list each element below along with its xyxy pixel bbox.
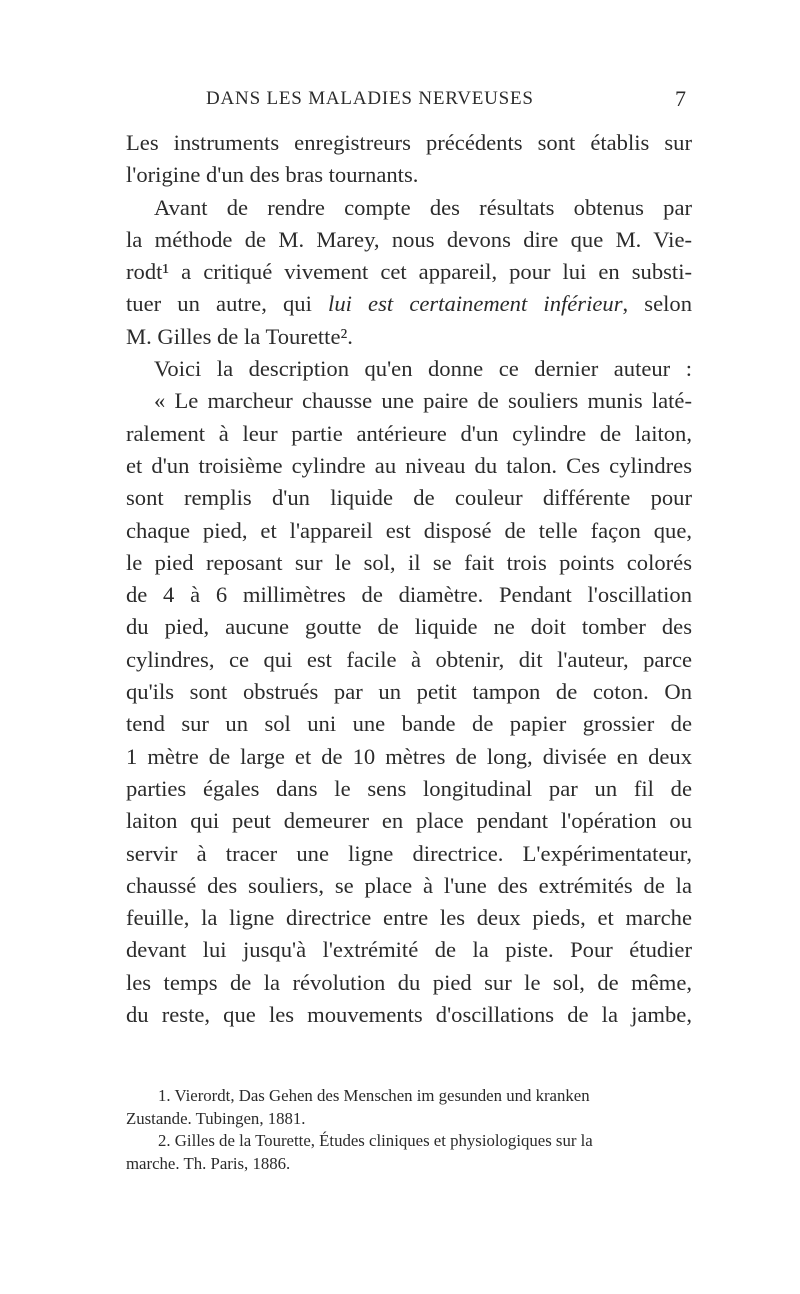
text-line: feuille, la ligne directrice entre les deux pieds, et marche — [126, 905, 692, 931]
page-number: 7 — [675, 86, 686, 111]
text-line: chaussé des souliers, se place à l'une des extrémités de la — [126, 872, 692, 898]
emphasis: lui est certainement inférieur — [328, 291, 623, 317]
text-line: 1 mètre de large et de 10 mètres de long, divisée en deux — [126, 743, 692, 769]
footnote-1-line-2: Zustande. Tubingen, 1881. — [126, 1108, 306, 1128]
main-text — [126, 127, 692, 1031]
footnote-1-line-1: 1. Vierordt, Das Gehen des Menschen im gesunden und kranken — [158, 1086, 590, 1105]
text-line: devant lui jusqu'à l'extrémité de la piste. Pour étudier — [126, 937, 692, 963]
text-line: tend sur un sol uni une bande de papier grossier de — [126, 711, 692, 737]
text-line: ralement à leur partie antérieure d'un cylindre de laiton, — [126, 420, 692, 446]
text-line: tuer un autre, qui lui est certainement inférieur, selon — [126, 291, 693, 317]
text-line: parties égales dans le sens longitudinal par un fil de — [126, 775, 692, 801]
text-line: Voici la description qu'en donne ce dernier auteur : — [154, 356, 692, 382]
footnote-2-line-1: 2. Gilles de la Tourette, Études cliniques et physiologiques sur la — [158, 1131, 593, 1150]
text-line: du reste, que les mouvements d'oscillations de la jambe, — [126, 1002, 692, 1028]
footnotes — [126, 1085, 692, 1175]
text-line: qu'ils sont obstrués par un petit tampon de coton. On — [126, 679, 692, 705]
running-header — [90, 88, 690, 118]
text-line: et d'un troisième cylindre au niveau du talon. Ces cylindres — [126, 452, 692, 478]
text-line: Les instruments enregistreurs précédents sont établis sur — [126, 130, 692, 155]
text-line: chaque pied, et l'appareil est disposé de telle façon que, — [126, 517, 692, 543]
text-line: servir à tracer une ligne directrice. L'expérimentateur, — [126, 840, 692, 866]
running-title: DANS LES MALADIES NERVEUSES — [206, 88, 534, 109]
text-line: la méthode de M. Marey, nous devons dire que M. Vie- — [126, 226, 692, 252]
text-line: rodt¹ a critiqué vivement cet appareil, pour lui en substi- — [126, 259, 692, 285]
text-line: cylindres, ce qui est facile à obtenir, dit l'auteur, parce — [126, 646, 692, 672]
footnote-2-line-2: marche. Th. Paris, 1886. — [126, 1153, 291, 1173]
text-line: du pied, aucune goutte de liquide ne doit tomber des — [126, 614, 692, 640]
text-line: de 4 à 6 millimètres de diamètre. Pendant l'oscillation — [126, 582, 692, 608]
text-line: le pied reposant sur le sol, il se fait trois points colorés — [126, 549, 692, 575]
text-line: M. Gilles de la Tourette². — [126, 323, 353, 349]
text-line: sont remplis d'un liquide de couleur différente pour — [126, 485, 692, 511]
text-line: laiton qui peut demeurer en place pendant l'opération ou — [126, 808, 692, 834]
text-line: « Le marcheur chausse une paire de souliers munis laté- — [154, 388, 692, 414]
text-line: l'origine d'un des bras tournants. — [126, 162, 419, 188]
text-line: Avant de rendre compte des résultats obtenus par — [154, 194, 692, 220]
text-line: les temps de la révolution du pied sur le sol, de même, — [126, 969, 692, 995]
